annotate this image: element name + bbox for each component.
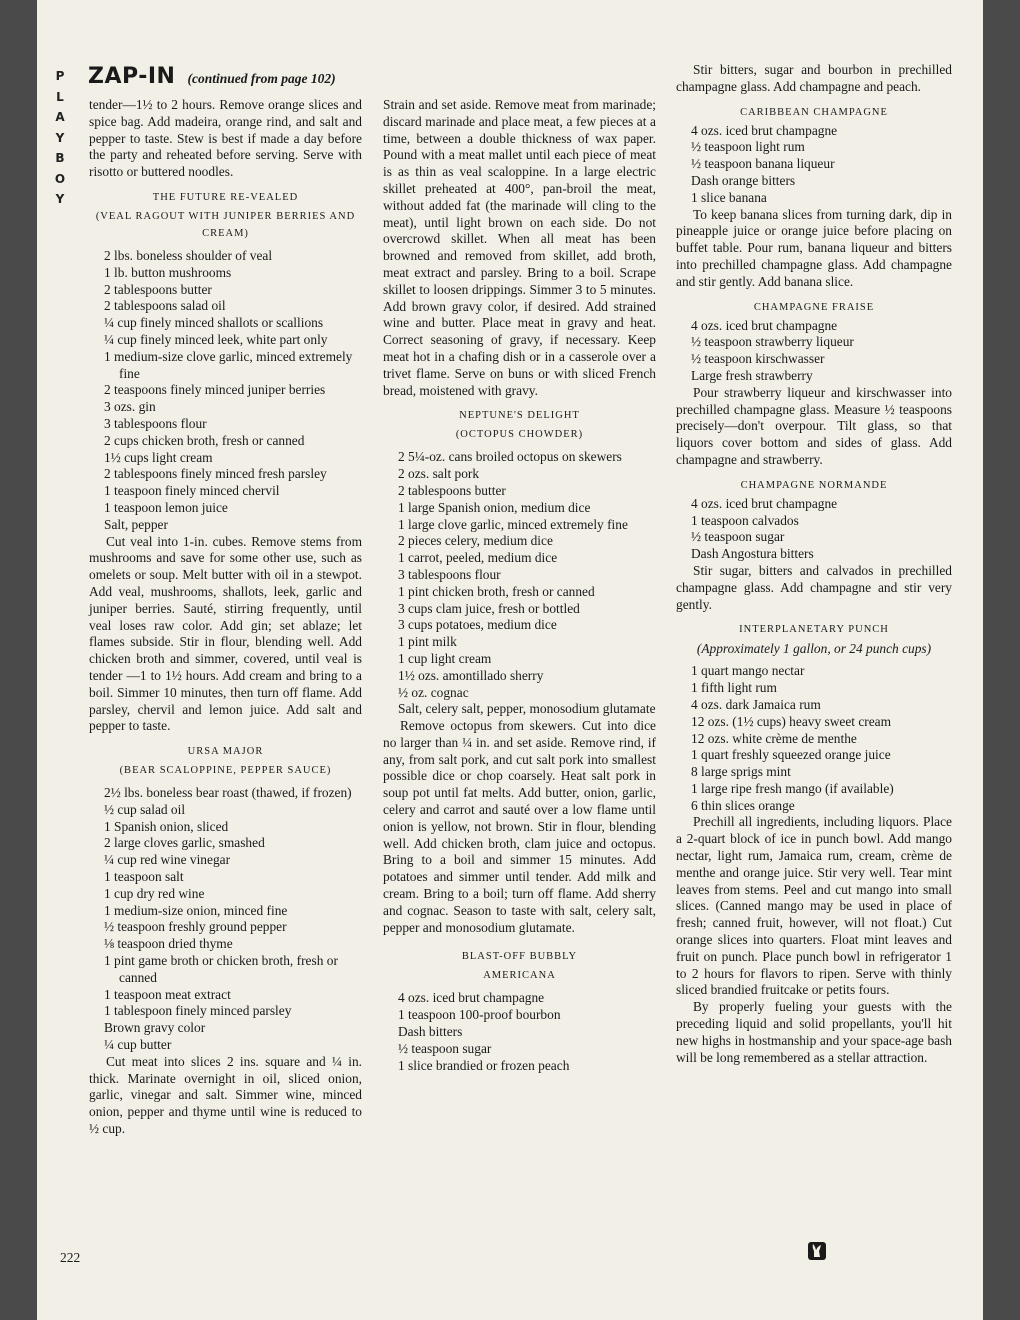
ingredient-item: 3 cups clam juice, fresh or bottled bbox=[398, 600, 580, 616]
ingredient-item: 2 tablespoons finely minced fresh parsley bbox=[104, 466, 327, 482]
ingredient-item: 6 thin slices orange bbox=[691, 797, 795, 813]
ingredient-item: 1 cup light cream bbox=[398, 650, 492, 666]
recipe-subtitle: (VEAL RAGOUT WITH JUNIPER BERRIES AND CREAM) bbox=[95, 210, 356, 239]
ingredient-item: 1 slice brandied or frozen peach bbox=[398, 1057, 570, 1073]
side-logo-letter: Y bbox=[55, 130, 65, 145]
ingredient-item: 8 large sprigs mint bbox=[691, 764, 791, 780]
ingredient-item: 12 ozs. (1½ cups) heavy sweet cream bbox=[691, 713, 892, 729]
ingredient-item: ½ teaspoon banana liqueur bbox=[691, 156, 835, 172]
ingredient-item: ¼ cup finely minced shallots or scallions bbox=[104, 315, 324, 331]
ingredient-item: ⅛ teaspoon dried thyme bbox=[104, 936, 233, 952]
ingredient-item: ½ teaspoon strawberry liqueur bbox=[691, 334, 854, 350]
closing-paragraph: By properly fueling your guests with the preceding liquid and solid propellants, you'll hit new highs in hostmanship and your space-age bash will be long remembered as a stellar attraction. bbox=[676, 999, 952, 1065]
column-2 bbox=[383, 97, 656, 1074]
ingredient-item: 1 large clove garlic, minced extremely fine bbox=[398, 516, 628, 532]
ingredient-item: ½ teaspoon light rum bbox=[691, 139, 805, 155]
ingredient-item: ¼ cup butter bbox=[104, 1037, 172, 1053]
ingredient-item: ½ teaspoon freshly ground pepper bbox=[104, 919, 287, 935]
ingredient-item: Brown gravy color bbox=[104, 1020, 206, 1036]
side-logo-letter: B bbox=[55, 151, 65, 165]
ingredient-item: Dash bitters bbox=[398, 1024, 463, 1040]
ingredient-item: 3 tablespoons flour bbox=[104, 415, 207, 431]
recipe-subtitle: (OCTOPUS CHOWDER) bbox=[455, 429, 584, 441]
ingredient-item: 3 tablespoons flour bbox=[398, 566, 501, 582]
recipe-title: INTERPLANETARY PUNCH bbox=[739, 624, 889, 636]
ingredient-item: 2 ozs. salt pork bbox=[398, 466, 480, 482]
ingredient-item: 1 medium-size clove garlic, minced extremely fine bbox=[104, 348, 353, 381]
ingredient-item: ¼ cup finely minced leek, white part only bbox=[104, 331, 328, 347]
ingredient-item: 4 ozs. dark Jamaica rum bbox=[691, 696, 821, 712]
article-header bbox=[88, 64, 336, 94]
ingredient-item: 2 cups chicken broth, fresh or canned bbox=[104, 432, 305, 448]
ingredient-list bbox=[383, 990, 656, 1074]
page-number: 222 bbox=[60, 1250, 81, 1265]
ingredient-item: 1 carrot, peeled, medium dice bbox=[398, 550, 558, 566]
ingredient-list bbox=[676, 663, 952, 814]
ingredient-list bbox=[89, 785, 362, 1054]
intro-paragraph: tender—1½ to 2 hours. Remove orange slices and spice bag. Add madeira, orange rind, and salt and pepper to taste. Stew is best if made a day before the party and reheated before serving. Serve with risotto or buttered noodles. bbox=[89, 97, 362, 180]
ingredient-item: 1 large Spanish onion, medium dice bbox=[398, 499, 591, 515]
ingredient-list bbox=[89, 248, 362, 534]
recipe-directions: Prechill all ingredients, including liquors. Place a 2-quart block of ice in punch bowl. Add mango nectar, light rum, Jamaica rum, cream, crème de menthe and orange juice. Stir very well. Tear mint leaves from stems. Peel and cut mango into small slices. (Canned mango may be used in place of fresh; canned fruit, however, will not float.) Cut orange slices into quarters. Float mint leaves and fruit on punch. Place punch bowl in refrigerator 1 to 2 hours for flavors to ripen. Serve with thinly sliced brandied fruitcake or petits fours. bbox=[676, 814, 952, 998]
ingredient-item: 2 large cloves garlic, smashed bbox=[104, 835, 265, 851]
ingredient-item: ½ oz. cognac bbox=[398, 684, 469, 700]
recipe-directions: Stir bitters, sugar and bourbon in prechilled champagne glass. Add champagne and peach. bbox=[676, 62, 952, 94]
recipe-title: CHAMPAGNE FRAISE bbox=[753, 301, 875, 313]
ingredient-item: 4 ozs. iced brut champagne bbox=[691, 122, 838, 138]
ingredient-item: ¼ cup red wine vinegar bbox=[104, 852, 231, 868]
ingredient-item: ½ cup salad oil bbox=[104, 801, 186, 817]
recipe-title: URSA MAJOR bbox=[187, 746, 264, 758]
rabbit-head-end-mark-icon bbox=[808, 1242, 826, 1260]
ingredient-item: ½ teaspoon sugar bbox=[691, 529, 785, 545]
column-3 bbox=[676, 62, 952, 1066]
ingredient-list bbox=[383, 449, 656, 718]
ingredient-item: 1 large ripe fresh mango (if available) bbox=[691, 780, 894, 796]
column-1 bbox=[89, 97, 362, 1138]
ingredient-item: 1 slice banana bbox=[691, 189, 767, 205]
ingredient-item: Dash orange bitters bbox=[691, 172, 796, 188]
ingredient-item: 12 ozs. white crème de menthe bbox=[691, 730, 857, 746]
ingredient-item: 2½ lbs. boneless bear roast (thawed, if frozen) bbox=[104, 785, 352, 801]
ingredient-item: 4 ozs. iced brut champagne bbox=[398, 990, 545, 1006]
ingredient-item: 2 pieces celery, medium dice bbox=[398, 533, 553, 549]
recipe-title: CARIBBEAN CHAMPAGNE bbox=[740, 106, 888, 118]
side-logo-letter: Y bbox=[55, 192, 65, 206]
recipe-directions: Stir sugar, bitters and calvados in prechilled champagne glass. Add champagne and stir very gently. bbox=[676, 562, 952, 612]
ingredient-item: 1 teaspoon meat extract bbox=[104, 986, 231, 1002]
ingredient-item: 1 cup dry red wine bbox=[104, 885, 205, 901]
ingredient-item: 1 Spanish onion, sliced bbox=[104, 818, 229, 834]
playboy-side-logo bbox=[52, 66, 68, 210]
ingredient-item: 2 tablespoons butter bbox=[104, 281, 212, 297]
recipe-directions: Cut meat into slices 2 ins. square and ¼ in. thick. Marinate overnight in oil, sliced onion, garlic, vinegar and salt. Simmer wine, minced onion, pepper and thyme until wine is reduced to ½ cup. bbox=[89, 1053, 362, 1137]
ingredient-item: ½ teaspoon kirschwasser bbox=[691, 351, 825, 367]
ingredient-item: Dash Angostura bitters bbox=[691, 546, 814, 562]
continued-note: (continued from page 102) bbox=[187, 71, 336, 86]
ingredient-item: 1 quart freshly squeezed orange juice bbox=[691, 747, 891, 763]
ingredient-item: 1 pint game broth or chicken broth, fresh or canned bbox=[104, 953, 338, 985]
section-title: BLAST-OFF BUBBLY bbox=[461, 951, 578, 963]
recipe-subtitle: (BEAR SCALOPPINE, PEPPER SAUCE) bbox=[119, 765, 332, 777]
recipe-title: AMERICANA bbox=[483, 970, 556, 982]
recipe-title: THE FUTURE RE-VEALED bbox=[152, 191, 299, 203]
ingredient-item: 1 tablespoon finely minced parsley bbox=[104, 1003, 292, 1019]
ingredient-item: 1 pint chicken broth, fresh or canned bbox=[398, 583, 595, 599]
ingredient-item: 2 5¼-oz. cans broiled octopus on skewers bbox=[398, 449, 622, 465]
article-title: ZAP-IN bbox=[88, 64, 176, 89]
ingredient-item: 1 lb. button mushrooms bbox=[104, 264, 232, 280]
ingredient-item: 1 medium-size onion, minced fine bbox=[104, 902, 288, 918]
side-logo-letter: L bbox=[56, 89, 64, 104]
ingredient-item: Large fresh strawberry bbox=[691, 367, 813, 383]
ingredient-item: 3 cups potatoes, medium dice bbox=[398, 617, 557, 633]
ingredient-item: ½ teaspoon sugar bbox=[398, 1040, 492, 1056]
ingredient-item: Salt, pepper bbox=[104, 516, 168, 532]
ingredient-list bbox=[676, 318, 952, 385]
ingredient-item: 1 teaspoon salt bbox=[104, 869, 184, 885]
ingredient-item: 1 pint milk bbox=[398, 634, 457, 650]
ingredient-item: 2 tablespoons butter bbox=[398, 482, 506, 498]
recipe-directions: Strain and set aside. Remove meat from marinade; discard marinade and place meat, a few pieces at a time, between a double thickness of wax paper. Pound with a meat mallet until each piece of meat is as thin as veal scaloppine. In a large electric skillet preheated at 400°, pan-broil the meat, without added fat (the marinade will cling to the meat), until light brown on each side. Do not overcrowd skillet. When all meat has been browned and removed from skillet, add broth, meat extract and parsley. Bring to a boil. Scrape skillet to loosen drippings. Simmer 3 to 5 minutes. Add brown gravy color, if desired. Add strained wine and butter. Place meat in gravy and heat. Correct seasoning of gravy, if necessary. Keep meat hot in a chafing dish or in a casserole over a trivet flame. Serve on buns or with sliced French bread, moistened with gravy. bbox=[383, 97, 656, 398]
side-logo-letter: O bbox=[54, 171, 66, 186]
side-logo-letter: A bbox=[55, 110, 65, 124]
recipe-yield: (Approximately 1 gallon, or 24 punch cups) bbox=[696, 641, 932, 657]
ingredient-item: 1 fifth light rum bbox=[691, 680, 777, 696]
recipe-directions: Remove octopus from skewers. Cut into dice no larger than ¼ in. and set aside. Remove rind, if any, from salt pork, and cut salt pork into smallest possible dice or chop coarsely. Heat salt pork in soup pot until fat melts. Add butter, onion, garlic, celery and carrot and sauté over a low flame until onion is yellow, not brown. Stir in flour, blending well. Add chicken broth, clam juice and octopus. Bring to a boil and simmer 15 minutes. Add potatoes and simmer until tender. Add milk and cream. Bring to a boil; turn off flame. Add sherry and cognac. Season to taste with salt, celery salt, pepper and monosodium glutamate. bbox=[383, 718, 656, 935]
recipe-directions: Cut veal into 1-in. cubes. Remove stems from mushrooms and save for some other use, such as omelets or soup. Melt butter with oil in a stewpot. Add veal, mushrooms, shallots, leek, garlic and juniper berries. Sauté, stirring frequently, until veal loses raw color. Add gin; set ablaze; let flames subside. Stir in flour, blending well. Add chicken broth and simmer, covered, until veal is tender —1 to 1½ hours. Add cream and bring to a boil. Simmer 10 minutes, then turn off flame. Add parsley, chervil and lemon juice. Add salt and pepper to taste. bbox=[89, 533, 362, 734]
ingredient-item: 1 teaspoon finely minced chervil bbox=[104, 483, 280, 499]
ingredient-item: 3 ozs. gin bbox=[104, 399, 156, 415]
ingredient-item: 1 quart mango nectar bbox=[691, 663, 805, 679]
side-logo-letter: P bbox=[55, 69, 65, 83]
ingredient-item: 1 teaspoon 100-proof bourbon bbox=[398, 1007, 561, 1023]
ingredient-item: 2 lbs. boneless shoulder of veal bbox=[104, 247, 273, 263]
ingredient-item: 1½ cups light cream bbox=[104, 449, 213, 465]
ingredient-item: 2 tablespoons salad oil bbox=[104, 298, 226, 314]
ingredient-item: 1 teaspoon calvados bbox=[691, 512, 799, 528]
ingredient-item: 1½ ozs. amontillado sherry bbox=[398, 667, 544, 683]
recipe-directions: To keep banana slices from turning dark, dip in pineapple juice or orange juice before placing on buffet table. Pour rum, banana liqueur and bitters into prechilled champagne glass. Add champagne and stir gently. Add banana slice. bbox=[676, 206, 952, 289]
recipe-directions: Pour strawberry liqueur and kirschwasser into prechilled champagne glass. Measure ½ teaspoons precisely—don't overpour. Tilt glass, so that liquors cover bottom and sides of glass. Add champagne and strawberry. bbox=[676, 384, 952, 467]
ingredient-item: 4 ozs. iced brut champagne bbox=[691, 317, 838, 333]
recipe-title: NEPTUNE'S DELIGHT bbox=[459, 410, 580, 422]
recipe-title: CHAMPAGNE NORMANDE bbox=[740, 479, 888, 491]
ingredient-item: 4 ozs. iced brut champagne bbox=[691, 495, 838, 511]
ingredient-list bbox=[676, 496, 952, 563]
ingredient-item: 1 teaspoon lemon juice bbox=[104, 499, 228, 515]
ingredient-item: 2 teaspoons finely minced juniper berries bbox=[104, 382, 326, 398]
ingredient-list bbox=[676, 123, 952, 207]
ingredient-item: Salt, celery salt, pepper, monosodium glutamate bbox=[398, 701, 656, 717]
